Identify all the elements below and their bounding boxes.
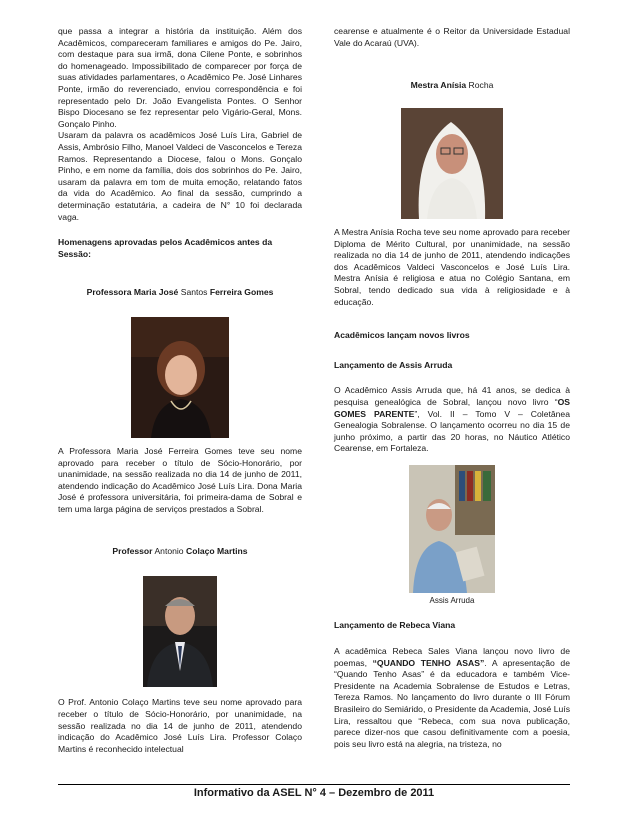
launch-text: O Acadêmico Assis Arruda que, há 41 anos, se dedica à pesquisa genealógica de Sobral, lançou novo livro “OS GOMES PARENTE”, Vol. II – Tomo V – Coletânea Genealogia Sobralense. O lançamento ocorreu no dia 15 de junho próximo, a partir das 20 horas, no Náutico Atlético Cearense, em Fortaleza. [334, 385, 570, 454]
subsection-heading: Lançamento de Rebeca Viana [334, 620, 456, 631]
photo-maria-jose [131, 317, 229, 438]
article-paragraph: que passa a integrar a história da instituição. Além dos Acadêmicos, compareceram familiares e amigos do Pe. Jairo, com destaque para sua irmã, dona Cilene Ponte, e sobrinhos do homenageado. Impossibilitado de comparecer por força de suas atividades parlamentares, o Acadêmico Pe. José Linhares Ponte, irmão do reverenciado, enviou correspondência e foi representado pelo Dr. João Evangelista Pontes. O Senhor Bispo Diocesano se fez representar pelo Vigário-Geral, Mons. Gonçalo Pinho. [58, 26, 302, 129]
honoree-text: A Mestra Anísia Rocha teve seu nome aprovado para receber Diploma de Mérito Cultural, por unanimidade, na sessão realizada no dia 14 de junho de 2011, atendendo indicações dos Acadêmicos Valdeci Vasconcelos e José Luís Lira. Mestra Anísia é religiosa e atua no Colégio Santana, em Sobral, tendo dedicado sua vida à religiosidade e à educação. [334, 226, 570, 307]
section-heading: Homenagens aprovadas pelos Acadêmicos antes da Sessão: [58, 237, 273, 259]
footer-divider [58, 784, 570, 785]
article-paragraph: Usaram da palavra os acadêmicos José Luís Lira, Gabriel de Assis, Ambrósio Filho, Manoel Valdeci de Vasconcelos e Tereza Ramos. Representando a Diocese, falou o Mons. Gonçalo Pinho, e em nome da família, dois dos sobrinhos do Pe. Jairo, usaram da palavra em tom de muita emoção, relatando fatos da vida do Acadêmico. Ao final da sessão, cumprindo a determinação estatutária, a cadeira de N° 10 foi declarada vaga. [58, 130, 302, 222]
honoree-text: O Prof. Antonio Colaço Martins teve seu nome aprovado para receber o título de Sócio-Honorário, por unanimidade, na sessão realizada no dia 14 de junho de 2011, atendendo indicação do Acadêmico José Luís Lira. Professor Colaço Martins é reconhecido intelectual [58, 697, 302, 754]
honoree-title: Professora Maria José Santos Ferreira Gomes [86, 286, 274, 297]
photo-anisia-rocha [401, 108, 503, 219]
page-footer: Informativo da ASEL N° 4 – Dezembro de 2011 [193, 787, 435, 799]
subsection-heading: Lançamento de Assis Arruda [334, 359, 453, 370]
honoree-title: Mestra Anísia Rocha [410, 79, 494, 90]
honoree-title: Professor Antonio Colaço Martins [112, 546, 248, 557]
photo-colaco-martins [143, 576, 217, 687]
launch-text: A acadêmica Rebeca Sales Viana lançou novo livro de poemas, “QUANDO TENHO ASAS”. A apresentação de “Quando Tenho Asas” é da educadora e também Vice-Presidente na Academia Sobralense de Estudos e Letras, Tereza Ramos. No lançamento do livro durante o III Fórum Brasileiro do Semiárido, o Presidente da Academia, José Luís Lira, ressaltou que “Rebeca, com sua nova publicação, parece dizer-nos que casou definitivamente com a poesia, pois seu livro está na alegria, na tristeza, no [334, 646, 570, 749]
photo-caption: Assis Arruda [429, 595, 475, 605]
honoree-text: A Professora Maria José Ferreira Gomes teve seu nome aprovado para receber o título de Sócio-Honorário, por unanimidade, na sessão realizada no dia 14 de junho de 2011, atendendo indicação do Acadêmico José Luís Lira. Dona Maria José é professora universitária, foi primeira-dama de Sobral e tem uma larga página de serviços prestados a Sobral. [58, 446, 302, 515]
photo-assis-arruda [409, 465, 495, 593]
right-column [334, 26, 570, 750]
section-heading: Acadêmicos lançam novos livros [334, 330, 470, 341]
left-column [58, 26, 302, 755]
article-paragraph: cearense e atualmente é o Reitor da Universidade Estadual Vale do Acaraú (UVA). [334, 26, 570, 48]
